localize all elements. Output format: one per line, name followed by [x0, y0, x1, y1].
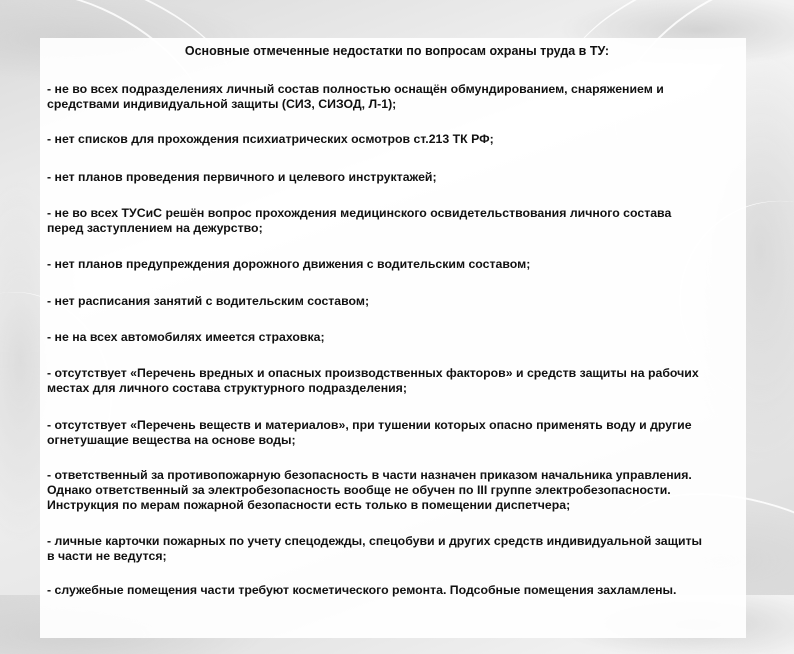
list-item: - нет планов проведения первичного и целевого инструктажей; [47, 170, 437, 184]
list-item: - служебные помещения части требуют косметического ремонта. Подсобные помещения захламлены. [47, 583, 677, 597]
list-item: - не во всех ТУСиС решён вопрос прохождения медицинского освидетельствования личного состава перед заступлением на дежурство; [47, 206, 672, 235]
list-item: - не на всех автомобилях имеется страховка; [47, 330, 325, 344]
page-title: Основные отмеченные недостатки по вопросам охраны труда в ТУ: [184, 44, 610, 58]
list-item: - отсутствует «Перечень вредных и опасных производственных факторов» и средств защиты на рабочих местах для личного состава структурного подразделения; [47, 366, 699, 395]
list-item: - нет расписания занятий с водительским составом; [47, 294, 370, 308]
list-item: - отсутствует «Перечень веществ и материалов», при тушении которых опасно применять воду и другие огнетушащие вещества на основе воды; [47, 418, 692, 447]
list-item: - нет планов предупреждения дорожного движения с водительским составом; [47, 257, 531, 271]
list-item: - личные карточки пожарных по учету спецодежды, спецобуви и других средств индивидуальной защиты в части не ведутся; [47, 534, 703, 563]
list-item: - не во всех подразделениях личный состав полностью оснащён обмундированием, снаряжением и средствами индивидуальной защиты (СИЗ, СИЗОД, Л-1); [47, 82, 664, 111]
list-item: - ответственный за противопожарную безопасность в части назначен приказом начальника управления. Однако ответственный за электробезопасность вообще не обучен по III группе электробезопасности. Инструкция по мерам пожарной безопасности есть только в помещении диспетчера; [47, 468, 692, 512]
list-item: - нет списков для прохождения психиатрических осмотров ст.213 ТК РФ; [47, 132, 494, 146]
